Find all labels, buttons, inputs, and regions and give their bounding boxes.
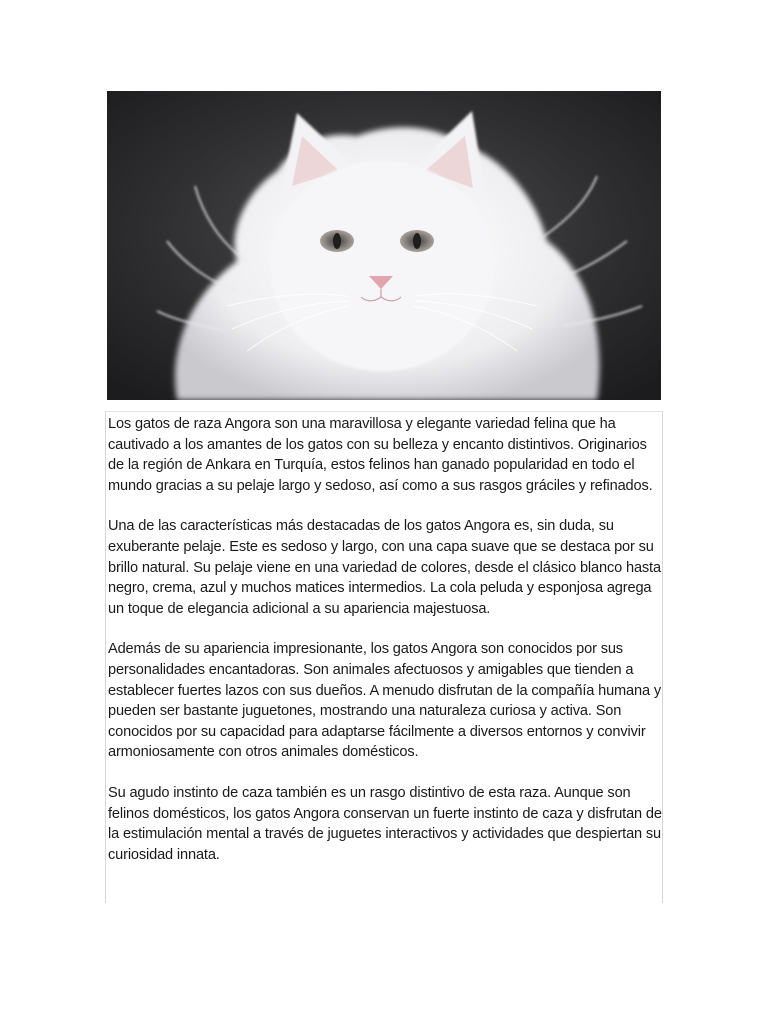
white-angora-cat-photo-icon (107, 91, 661, 400)
paragraph-intro: Los gatos de raza Angora son una maravillosa y elegante variedad felina que ha cautivado a los amantes de los gatos con su belleza y encanto distintivos. Originarios de la región de Ankara en Turquía, estos felinos han ganado popularidad en todo el mundo gracias a su pelaje largo y sedoso, así como a sus rasgos gráciles y refinados. (108, 416, 653, 494)
cat-photo (107, 91, 661, 400)
paragraph-hunting: Su agudo instinto de caza también es un rasgo distintivo de esta raza. Aunque son felinos domésticos, los gatos Angora conservan un fuerte instinto de caza y disfrutan de la estimulación mental a través de juguetes interactivos y actividades que despiertan su curiosidad innata. (108, 784, 662, 863)
paragraph-fur: Una de las características más destacadas de los gatos Angora es, sin duda, su exuberante pelaje. Este es sedoso y largo, con una capa suave que se destaca por su brillo natural. Su pelaje viene en una variedad de colores, desde el clásico blanco hasta negro, crema, azul y muchos matices intermedios. La cola peluda y esponjosa agrega un toque de elegancia adicional a su apariencia majestuosa. (108, 518, 661, 617)
paragraph-personality: Además de su apariencia impresionante, los gatos Angora son conocidos por sus personalidades encantadoras. Son animales afectuosos y amigables que tienden a establecer fuertes lazos con sus dueños. A menudo disfrutan de la compañía humana y pueden ser bastante juguetones, mostrando una naturaleza curiosa y activa. Son conocidos por su capacidad para adaptarse fácilmente a diversos entornos y convivir armoniosamente con otros animales domésticos. (108, 641, 662, 761)
article-text-box (105, 411, 663, 903)
